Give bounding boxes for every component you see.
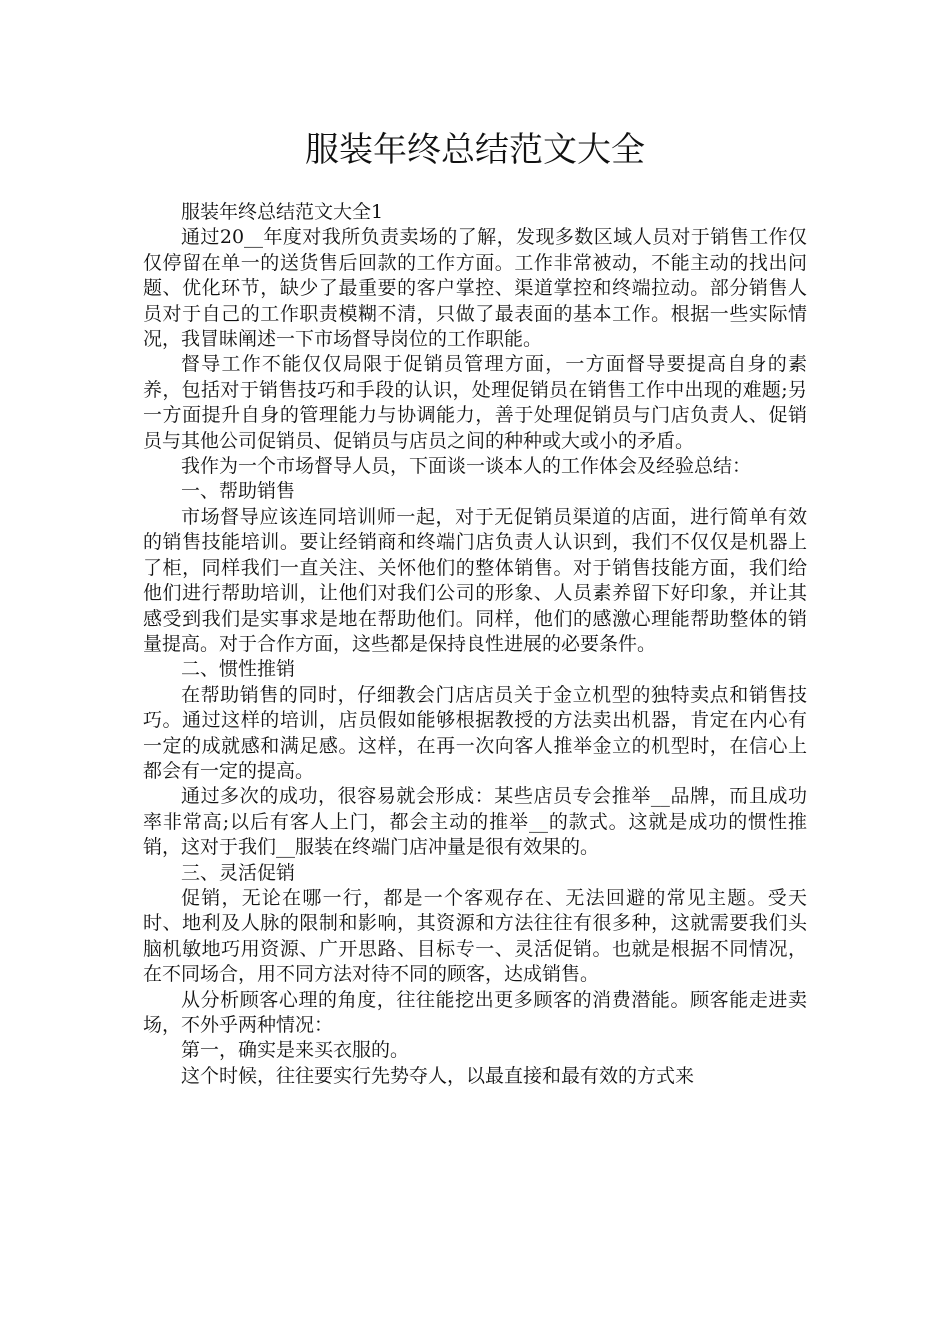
paragraph: 第一，确实是来买衣服的。	[181, 1039, 410, 1062]
document-body	[143, 200, 807, 1089]
section-heading: 服装年终总结范文大全1	[181, 201, 384, 223]
page-title: 服装年终总结范文大全	[305, 130, 645, 170]
paragraph: 市场督导应该连同培训师一起，对于无促销员渠道的店面，进行简单有效的销售技能培训。要让经销商和终端门店负责人认识到，我们不仅仅是机器上了柜，同样我们一直关注、关怀他们的整体销售。对于销售技能方面，我们给他们进行帮助培训，让他们对我们公司的形象、人员素养留下好印象，并让其感受到我们是实事求是地在帮助他们。同样，他们的感激心理能帮助整体的销量提高。对于合作方面，这些都是保持良性进展的必要条件。	[143, 505, 807, 655]
paragraph: 促销，无论在哪一行，都是一个客观存在、无法回避的常见主题。受天时、地利及人脉的限制和影响，其资源和方法往往有很多种，这就需要我们头脑机敏地巧用资源、广开思路、目标专一、灵活促销。也就是根据不同情况，在不同场合，用不同方法对待不同的顾客，达成销售。	[143, 886, 807, 986]
section-heading: 一、帮助销售	[181, 480, 296, 503]
paragraph: 在帮助销售的同时，仔细教会门店店员关于金立机型的独特卖点和销售技巧。通过这样的培训，店员假如能够根据教授的方法卖出机器，肯定在内心有一定的成就感和满足感。这样，在再一次向客人推举金立的机型时，在信心上都会有一定的提高。	[143, 683, 807, 782]
paragraph: 这个时候，往往要实行先势夺人，以最直接和最有效的方式来	[181, 1064, 695, 1087]
section-heading: 二、惯性推销	[181, 658, 296, 681]
paragraph: 从分析顾客心理的角度，往往能挖出更多顾客的消费潜能。顾客能走进卖场，不外乎两种情况：	[143, 988, 807, 1036]
paragraph: 督导工作不能仅仅局限于促销员管理方面，一方面督导要提高自身的素养，包括对于销售技巧和手段的认识，处理促销员在销售工作中出现的难题;另一方面提升自身的管理能力与协调能力，善于处理促销员与门店负责人、促销员与其他公司促销员、促销员与店员之间的种种或大或小的矛盾。	[143, 353, 807, 452]
paragraph: 通过多次的成功，很容易就会形成：某些店员专会推举__品牌，而且成功率非常高;以后有客人上门，都会主动的推举__的款式。这就是成功的惯性推销，这对于我们__服装在终端门店冲量是很有效果的。	[143, 785, 807, 859]
paragraph: 我作为一个市场督导人员，下面谈一谈本人的工作体会及经验总结：	[181, 455, 752, 478]
paragraph: 通过20__年度对我所负责卖场的了解，发现多数区域人员对于销售工作仅仅停留在单一的送货售后回款的工作方面。工作非常被动，不能主动的找出问题、优化环节，缺少了最重要的客户掌控、渠道掌控和终端拉动。部分销售人员对于自己的工作职责模糊不清，只做了最表面的基本工作。根据一些实际情况，我冒昧阐述一下市场督导岗位的工作职能。	[143, 226, 807, 351]
section-heading: 三、灵活促销	[181, 861, 296, 884]
